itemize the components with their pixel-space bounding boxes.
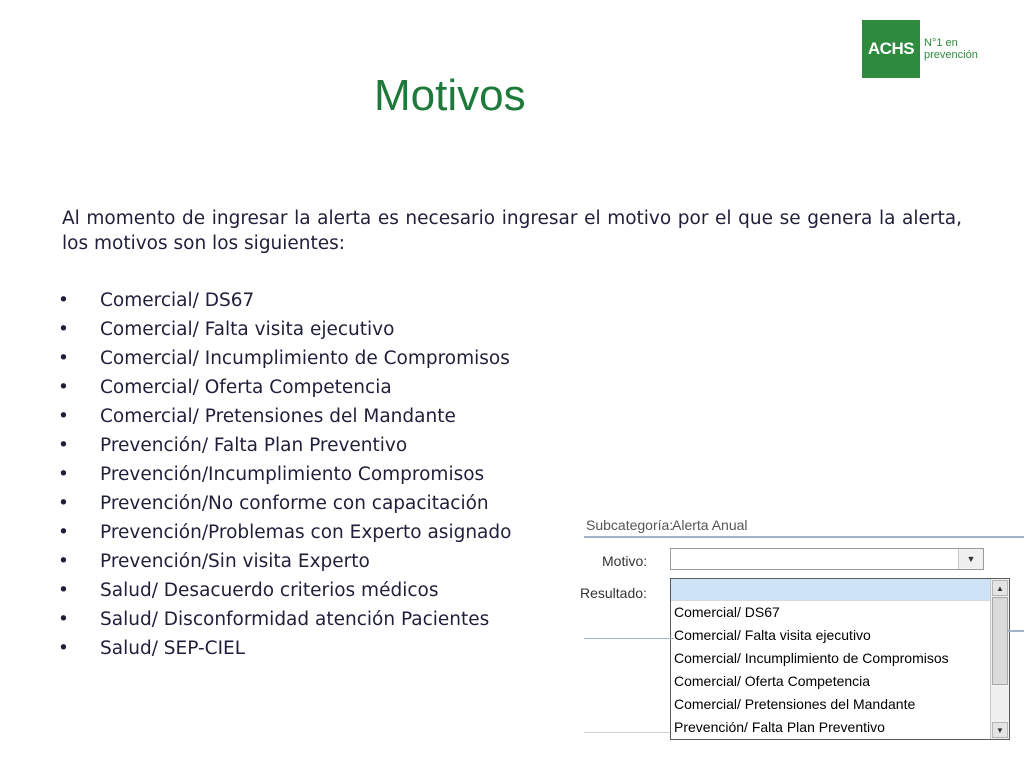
logo-tagline-line-2: prevención xyxy=(924,49,978,61)
form-divider-left xyxy=(584,638,674,639)
listbox-option[interactable]: Comercial/ Pretensiones del Mandante xyxy=(674,696,916,712)
list-item-text: Prevención/No conforme con capacitación xyxy=(100,493,489,514)
list-item xyxy=(58,489,511,518)
list-item xyxy=(58,576,511,605)
form-top-divider xyxy=(584,536,1024,538)
list-item-text: Comercial/ Falta visita ejecutivo xyxy=(100,319,395,340)
list-item xyxy=(58,460,511,489)
partial-label-cut: Subcategoría: xyxy=(586,517,674,533)
bullet-icon: • xyxy=(58,377,69,398)
scroll-up-icon[interactable]: ▲ xyxy=(992,580,1008,596)
bullet-icon: • xyxy=(58,580,69,601)
list-item-text: Salud/ SEP-CIEL xyxy=(100,638,246,659)
logo-tagline xyxy=(924,37,978,61)
list-item-text: Prevención/Problemas con Experto asignado xyxy=(100,522,512,543)
list-item xyxy=(58,518,511,547)
scroll-thumb[interactable] xyxy=(992,597,1008,685)
form-divider-right xyxy=(1008,630,1024,632)
list-item xyxy=(58,605,511,634)
option-empty-selected[interactable] xyxy=(671,579,1009,601)
bullet-icon: • xyxy=(58,609,69,630)
scroll-down-icon[interactable]: ▼ xyxy=(992,722,1008,738)
motivo-options-listbox[interactable] xyxy=(670,578,1010,740)
logo-mark: ACHS xyxy=(862,20,920,78)
list-item xyxy=(58,373,511,402)
logo-tagline-line-1: N°1 en xyxy=(924,37,958,49)
list-item-text: Comercial/ DS67 xyxy=(100,290,255,311)
motivo-label: Motivo: xyxy=(602,553,648,569)
bullet-icon: • xyxy=(58,551,69,572)
list-item xyxy=(58,634,511,663)
listbox-scrollbar[interactable] xyxy=(990,579,1009,739)
list-item xyxy=(58,286,511,315)
listbox-option[interactable]: Comercial/ Falta visita ejecutivo xyxy=(674,627,871,643)
listbox-option[interactable]: Prevención/ Falta Plan Preventivo xyxy=(674,719,885,735)
chevron-down-icon[interactable]: ▼ xyxy=(958,549,983,569)
list-item-text: Comercial/ Oferta Competencia xyxy=(100,377,392,398)
list-item-text: Prevención/Incumplimiento Compromisos xyxy=(100,464,485,485)
list-item-text: Prevención/ Falta Plan Preventivo xyxy=(100,435,408,456)
slide-title: Motivos xyxy=(374,71,526,120)
bullet-icon: • xyxy=(58,522,69,543)
bullet-icon: • xyxy=(58,348,69,369)
bullet-icon: • xyxy=(58,435,69,456)
list-item xyxy=(58,344,511,373)
list-item-text: Comercial/ Incumplimiento de Compromisos xyxy=(100,348,510,369)
motivos-list xyxy=(58,286,511,663)
list-item-text: Comercial/ Pretensiones del Mandante xyxy=(100,406,456,427)
partial-value-cut: Alerta Anual xyxy=(672,517,748,533)
bullet-icon: • xyxy=(58,319,69,340)
list-item xyxy=(58,402,511,431)
bullet-icon: • xyxy=(58,493,69,514)
bullet-icon: • xyxy=(58,290,69,311)
form-divider-bottom xyxy=(584,732,670,733)
list-item-text: Salud/ Disconformidad atención Pacientes xyxy=(100,609,490,630)
bullet-icon: • xyxy=(58,406,69,427)
listbox-option[interactable]: Comercial/ Incumplimiento de Compromisos xyxy=(674,650,949,666)
list-item xyxy=(58,431,511,460)
bullet-icon: • xyxy=(58,638,69,659)
form-screenshot xyxy=(580,517,1024,768)
list-item-text: Salud/ Desacuerdo criterios médicos xyxy=(100,580,439,601)
list-item xyxy=(58,315,511,344)
listbox-option[interactable]: Comercial/ DS67 xyxy=(674,604,780,620)
achs-logo xyxy=(862,20,978,78)
bullet-icon: • xyxy=(58,464,69,485)
resultado-label: Resultado: xyxy=(580,585,647,601)
intro-paragraph: Al momento de ingresar la alerta es necesario ingresar el motivo por el que se genera la alerta, los motivos son los siguientes: xyxy=(62,208,962,254)
motivo-select[interactable] xyxy=(670,548,984,570)
list-item-text: Prevención/Sin visita Experto xyxy=(100,551,370,572)
list-item xyxy=(58,547,511,576)
listbox-option[interactable]: Comercial/ Oferta Competencia xyxy=(674,673,871,689)
